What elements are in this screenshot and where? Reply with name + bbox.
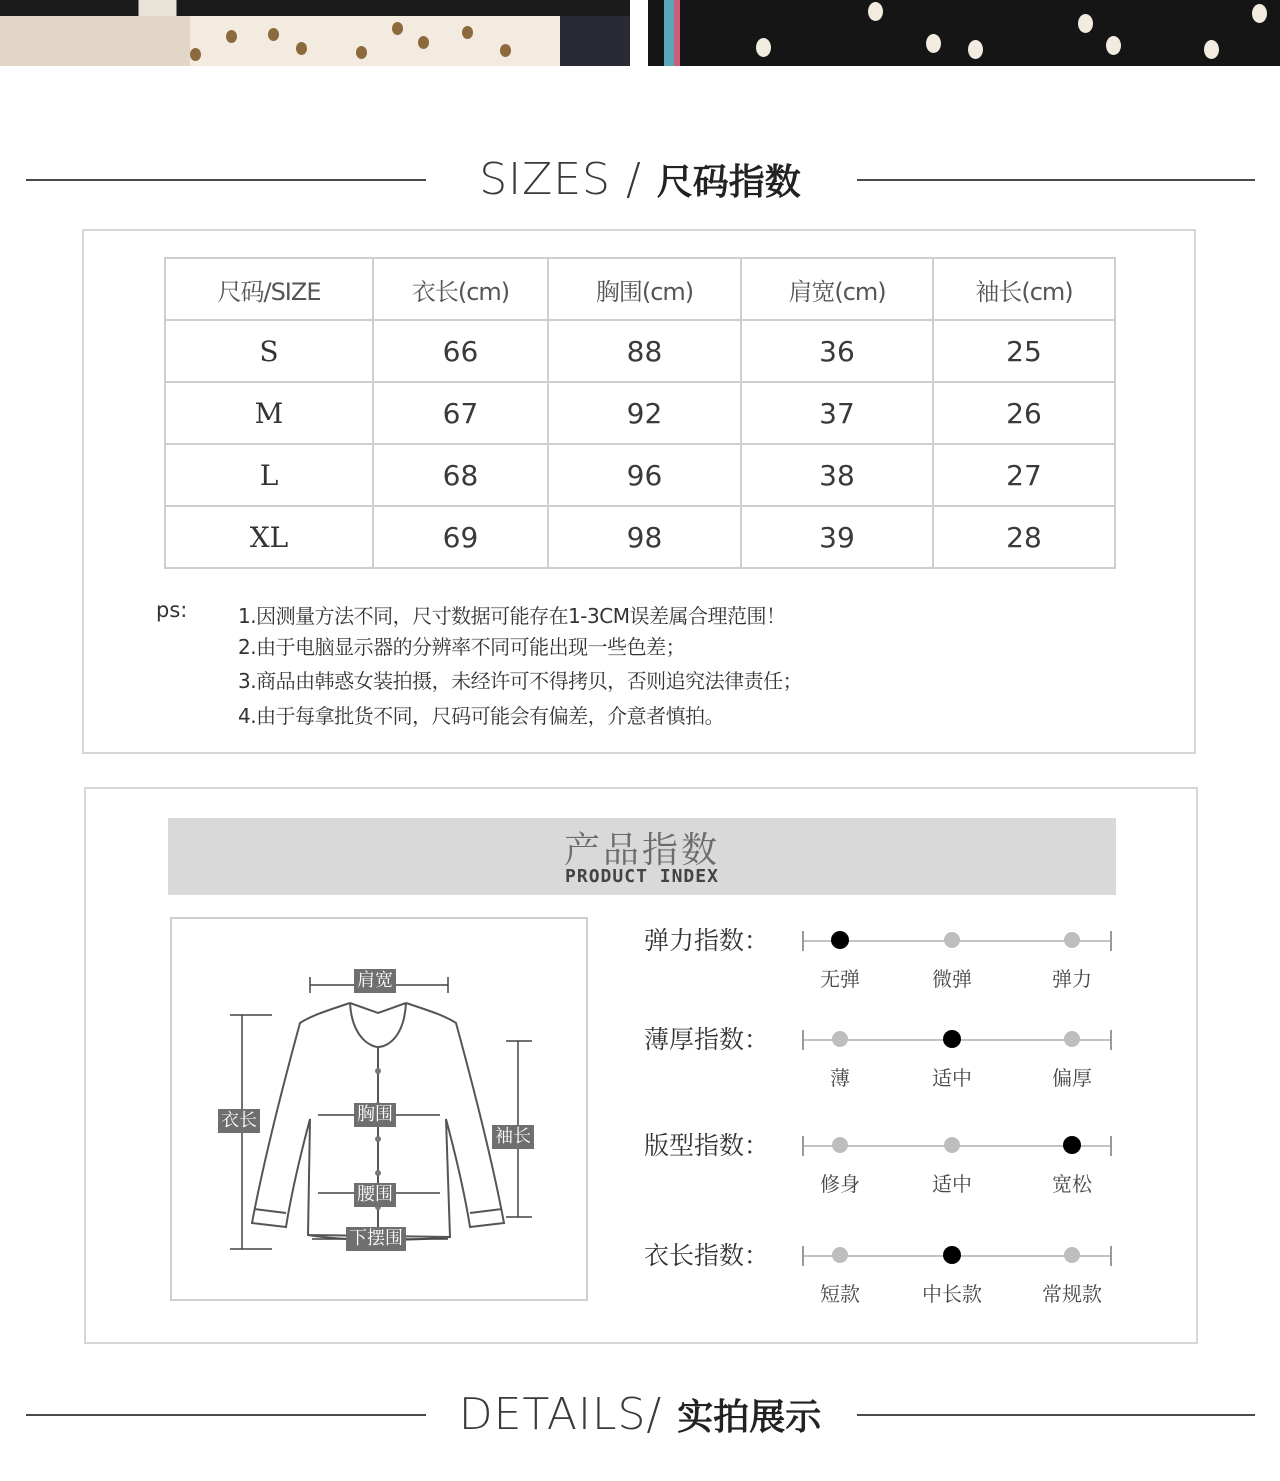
length-cell: 67 bbox=[373, 382, 548, 444]
scale-dot bbox=[1063, 1136, 1081, 1154]
scale-dot bbox=[943, 1246, 961, 1264]
scale-option-label: 偏厚 bbox=[1052, 1066, 1092, 1090]
length-cell: 66 bbox=[373, 320, 548, 382]
details-heading-cn: 实拍展示 bbox=[677, 1397, 822, 1438]
scale-tick bbox=[1110, 1030, 1112, 1050]
col-header-size: 尺码/SIZE bbox=[165, 258, 373, 320]
shoulder-cell: 37 bbox=[741, 382, 933, 444]
thickness-index-row bbox=[640, 1022, 1120, 1092]
details-heading-en: DETAILS/ bbox=[458, 1389, 678, 1440]
product-index-title-en: PRODUCT INDEX bbox=[565, 866, 719, 887]
scale-option-label: 薄 bbox=[830, 1066, 850, 1090]
notes-label: ps: bbox=[156, 598, 188, 622]
scale-dot bbox=[944, 1137, 960, 1153]
sizes-section-heading bbox=[0, 150, 1280, 210]
scale-dot bbox=[944, 932, 960, 948]
product-index-banner bbox=[168, 818, 1116, 895]
label-shoulder: 肩宽 bbox=[354, 969, 396, 993]
scale-dot bbox=[832, 1137, 848, 1153]
note-line-2: 2.由于电脑显示器的分辨率不同可能出现一些色差； bbox=[238, 635, 686, 659]
scale-option-label: 适中 bbox=[932, 1066, 972, 1090]
scale-tick bbox=[802, 931, 804, 951]
scale-label: 薄厚指数： bbox=[644, 1025, 770, 1054]
length-cell: 68 bbox=[373, 444, 548, 506]
shoulder-cell: 38 bbox=[741, 444, 933, 506]
size-cell: XL bbox=[165, 506, 373, 568]
scale-option-label: 微弹 bbox=[932, 967, 972, 991]
table-row bbox=[165, 506, 1115, 568]
size-cell: S bbox=[165, 320, 373, 382]
scale-tick bbox=[1110, 1136, 1112, 1156]
scale-option-label: 短款 bbox=[820, 1282, 860, 1306]
scale-option-label: 修身 bbox=[820, 1172, 860, 1196]
sizes-heading-en: SIZES / bbox=[479, 154, 657, 205]
size-table-header-row bbox=[165, 258, 1115, 320]
sleeve-cell: 25 bbox=[933, 320, 1115, 382]
col-header-shoulder: 肩宽(cm) bbox=[741, 258, 933, 320]
label-chest: 胸围 bbox=[354, 1103, 396, 1127]
scale-label: 版型指数： bbox=[644, 1131, 770, 1160]
label-length: 衣长 bbox=[218, 1109, 260, 1133]
scale-dot bbox=[832, 1247, 848, 1263]
details-section-heading bbox=[0, 1385, 1280, 1445]
table-row bbox=[165, 320, 1115, 382]
sleeve-cell: 27 bbox=[933, 444, 1115, 506]
scale-option-label: 无弹 bbox=[820, 967, 860, 991]
fit-index-row bbox=[640, 1128, 1120, 1198]
scale-tick bbox=[802, 1030, 804, 1050]
product-photo-black-polka bbox=[648, 0, 1280, 66]
product-photo-cream-polka bbox=[0, 0, 630, 66]
size-cell: L bbox=[165, 444, 373, 506]
table-row bbox=[165, 382, 1115, 444]
size-table bbox=[164, 257, 1116, 569]
size-cell: M bbox=[165, 382, 373, 444]
scale-tick bbox=[1110, 1246, 1112, 1266]
scale-option-label: 宽松 bbox=[1052, 1172, 1092, 1196]
chest-cell: 88 bbox=[548, 320, 741, 382]
chest-cell: 96 bbox=[548, 444, 741, 506]
table-row bbox=[165, 444, 1115, 506]
scale-option-label: 适中 bbox=[932, 1172, 972, 1196]
scale-option-label: 常规款 bbox=[1042, 1282, 1102, 1306]
sleeve-cell: 26 bbox=[933, 382, 1115, 444]
shoulder-cell: 39 bbox=[741, 506, 933, 568]
col-header-length: 衣长(cm) bbox=[373, 258, 548, 320]
scale-label: 衣长指数： bbox=[644, 1241, 770, 1270]
label-waist: 腰围 bbox=[354, 1183, 396, 1207]
scale-option-label: 弹力 bbox=[1052, 967, 1092, 991]
label-sleeve: 袖长 bbox=[492, 1125, 534, 1149]
scale-label: 弹力指数： bbox=[644, 926, 770, 955]
note-line-1: 1.因测量方法不同，尺寸数据可能存在1-3CM误差属合理范围！ bbox=[238, 604, 786, 628]
note-line-4: 4.由于每拿批货不同，尺码可能会有偏差，介意者慎拍。 bbox=[238, 704, 725, 728]
scale-dot bbox=[943, 1030, 961, 1048]
product-index-title-cn: 产品指数 bbox=[563, 830, 720, 871]
col-header-sleeve: 袖长(cm) bbox=[933, 258, 1115, 320]
shoulder-cell: 36 bbox=[741, 320, 933, 382]
chest-cell: 92 bbox=[548, 382, 741, 444]
col-header-chest: 胸围(cm) bbox=[548, 258, 741, 320]
scale-dot bbox=[1064, 1031, 1080, 1047]
scale-dot bbox=[831, 931, 849, 949]
scale-dot bbox=[1064, 1247, 1080, 1263]
scale-tick bbox=[1110, 931, 1112, 951]
scale-dot bbox=[832, 1031, 848, 1047]
sizes-heading-cn: 尺码指数 bbox=[656, 162, 801, 203]
chest-cell: 98 bbox=[548, 506, 741, 568]
scale-tick bbox=[802, 1246, 804, 1266]
elasticity-index-row bbox=[640, 923, 1120, 993]
note-line-3: 3.商品由韩惑女装拍摄，未经许可不得拷贝，否则追究法律责任； bbox=[238, 669, 803, 693]
label-hem: 下摆围 bbox=[346, 1227, 406, 1251]
sleeve-cell: 28 bbox=[933, 506, 1115, 568]
measurement-diagram bbox=[170, 917, 588, 1301]
scale-option-label: 中长款 bbox=[922, 1282, 982, 1306]
length-cell: 69 bbox=[373, 506, 548, 568]
length-index-row bbox=[640, 1238, 1120, 1308]
scale-tick bbox=[802, 1136, 804, 1156]
scale-dot bbox=[1064, 932, 1080, 948]
